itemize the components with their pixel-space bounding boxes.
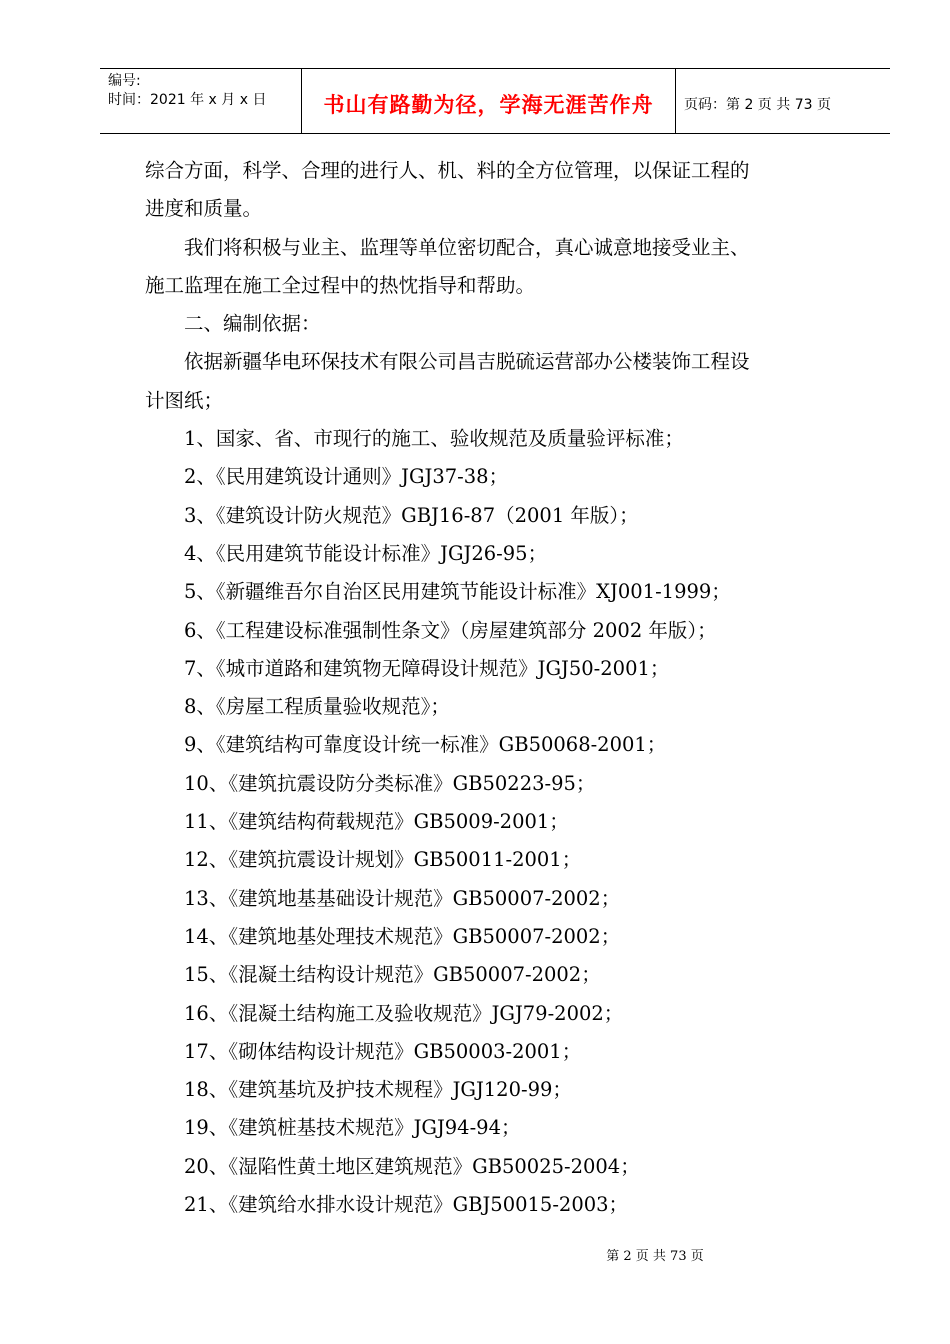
list-item: 4、《民用建筑节能设计标准》JGJ26-95； (184, 541, 548, 565)
list-item: 18、《建筑基坑及护技术规程》JGJ120-99； (184, 1078, 572, 1102)
list-item: 10、《建筑抗震设防分类标准》GB50223-95； (184, 771, 596, 795)
list-item: 19、《建筑桩基技术规范》JGJ94-94； (184, 1116, 521, 1140)
paragraph-line: 我们将积极与业主、监理等单位密切配合，真心诚意地接受业主、 (184, 235, 750, 259)
list-item: 6、《工程建设标准强制性条文》（房屋建筑部分 2002 年版）； (184, 618, 717, 642)
list-item: 3、《建筑设计防火规范》GBJ16-87（2001 年版）； (184, 503, 639, 527)
list-item: 12、《建筑抗震设计规划》GB50011-2001； (184, 848, 582, 872)
paragraph-line: 进度和质量。 (145, 197, 263, 221)
list-item: 11、《建筑结构荷载规范》GB5009-2001； (184, 810, 569, 834)
list-item: 15、《混凝土结构设计规范》GB50007-2002； (184, 963, 601, 987)
code-label: 编号: (108, 73, 141, 89)
list-item: 9、《建筑结构可靠度设计统一标准》GB50068-2001； (184, 733, 667, 757)
time-label: 时间：2021 年 x 月 x 日 (108, 92, 267, 108)
paragraph-line: 依据新疆华电环保技术有限公司昌吉脱硫运营部办公楼装饰工程设 (184, 350, 750, 374)
list-item: 17、《砌体结构设计规范》GB50003-2001； (184, 1039, 582, 1063)
document-body (145, 152, 855, 1224)
list-item: 16、《混凝土结构施工及验收规范》JGJ79-2002； (184, 1001, 624, 1025)
list-item: 5、《新疆维吾尔自治区民用建筑节能设计标准》XJ001-1999； (184, 580, 731, 604)
list-item: 1、国家、省、市现行的施工、验收规范及质量验评标准； (184, 427, 684, 451)
page-header (100, 68, 890, 134)
list-item: 2、《民用建筑设计通则》JGJ37-38； (184, 465, 509, 489)
header-motto: 书山有路勤为径，学海无涯苦作舟 (302, 69, 676, 133)
page-footer: 第 2 页 共 73 页 (606, 1249, 704, 1264)
list-item: 13、《建筑地基基础设计规范》GB50007-2002； (184, 886, 621, 910)
paragraph-line: 计图纸； (145, 388, 224, 412)
list-item: 20、《湿陷性黄土地区建筑规范》GB50025-2004； (184, 1154, 640, 1178)
section-title: 二、编制依据： (184, 312, 321, 336)
list-item: 21、《建筑给水排水设计规范》GBJ50015-2003； (184, 1193, 629, 1217)
list-item: 8、《房屋工程质量验收规范》； (184, 695, 450, 719)
header-page-info: 页码：第 2 页 共 73 页 (684, 97, 831, 113)
paragraph-line: 施工监理在施工全过程中的热忱指导和帮助。 (145, 273, 536, 297)
list-item: 14、《建筑地基处理技术规范》GB50007-2002； (184, 924, 621, 948)
header-meta (100, 69, 302, 133)
paragraph-line: 综合方面，科学、合理的进行人、机、料的全方位管理，以保证工程的 (145, 159, 750, 182)
list-item: 7、《城市道路和建筑物无障碍设计规范》JGJ50-2001； (184, 656, 670, 680)
